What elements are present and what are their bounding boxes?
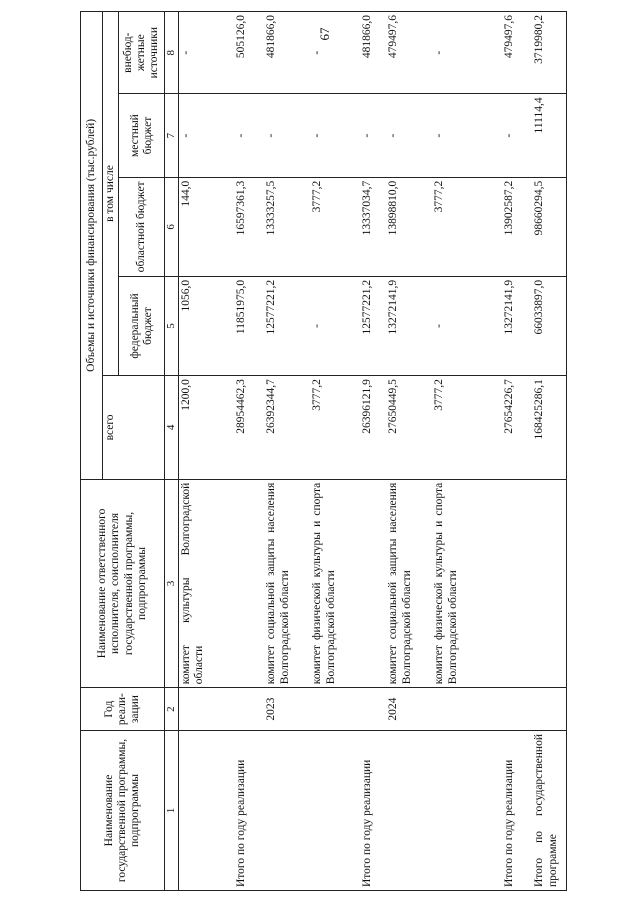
row-year	[502, 688, 532, 731]
header-in-that-number: в том числе	[103, 12, 119, 376]
column-number: 8	[165, 12, 179, 94]
header-total: всего	[103, 376, 165, 480]
column-number-row	[165, 12, 179, 891]
row-local: -	[178, 94, 234, 177]
table-row	[310, 12, 360, 891]
row-regional: 98660294,5	[532, 177, 566, 276]
column-number: 4	[165, 376, 179, 480]
row-regional: 13337034,7	[360, 177, 386, 276]
row-regional: 16597361,3	[234, 177, 264, 276]
row-executor: комитет культуры Волгоградской области	[178, 479, 234, 687]
row-local: -	[234, 94, 264, 177]
row-extra: 481866,0	[264, 12, 310, 94]
row-extra: 479497,6	[386, 12, 432, 94]
row-year	[234, 688, 264, 731]
table-row	[432, 12, 502, 891]
header-year: Год реали-зации	[81, 688, 165, 731]
header-funding-group: Объемы и источники финансирования (тыс.рублей)	[81, 12, 103, 480]
row-extra: -	[310, 12, 360, 94]
header-local: местный бюджет	[119, 94, 165, 177]
row-total: 3777,2	[432, 376, 502, 480]
column-number: 3	[165, 479, 179, 687]
row-regional: 144,0	[178, 177, 234, 276]
table-row	[360, 12, 386, 891]
row-executor: комитет физической культуры и спорта Волгоградской области	[432, 479, 502, 687]
row-total: 168425286,1	[532, 376, 566, 480]
row-name	[178, 731, 234, 891]
row-local: -	[502, 94, 532, 177]
header-federal: федеральный бюджет	[119, 276, 165, 375]
row-year	[432, 688, 502, 731]
row-name	[386, 731, 432, 891]
column-number: 2	[165, 688, 179, 731]
row-name	[310, 731, 360, 891]
page-number: 67	[317, 27, 332, 41]
row-executor: комитет физической культуры и спорта Волгоградской области	[310, 479, 360, 687]
table-row	[532, 12, 566, 891]
funding-table	[80, 11, 567, 891]
row-total: 26392344,7	[264, 376, 310, 480]
row-executor	[502, 479, 532, 687]
row-extra: -	[432, 12, 502, 94]
row-year	[178, 688, 234, 731]
row-total: 28954462,3	[234, 376, 264, 480]
row-name	[432, 731, 502, 891]
row-extra: 479497,6	[502, 12, 532, 94]
row-regional: 3777,2	[310, 177, 360, 276]
row-year	[310, 688, 360, 731]
header-executor: Наименование ответственного исполнителя, соисполнителя государственной программы, подпрограммы	[81, 479, 165, 687]
column-number: 7	[165, 94, 179, 177]
row-local: -	[432, 94, 502, 177]
row-extra: 3719980,2	[532, 12, 566, 94]
table-row	[178, 12, 234, 891]
row-regional: 3777,2	[432, 177, 502, 276]
row-year: 2024	[386, 688, 432, 731]
row-federal: 13272141,9	[386, 276, 432, 375]
row-year	[360, 688, 386, 731]
row-executor	[234, 479, 264, 687]
header-extrabudget: внебюд-жетные источники	[119, 12, 165, 94]
row-federal: 12577221,2	[264, 276, 310, 375]
row-federal: 12577221,2	[360, 276, 386, 375]
table-row	[264, 12, 310, 891]
row-federal: 1056,0	[178, 276, 234, 375]
column-number: 1	[165, 731, 179, 891]
row-extra: -	[178, 12, 234, 94]
row-name	[264, 731, 310, 891]
row-total: 1200,0	[178, 376, 234, 480]
table-row	[502, 12, 532, 891]
table-row	[386, 12, 432, 891]
row-name: Итого по году реализации	[234, 731, 264, 891]
row-local: -	[310, 94, 360, 177]
row-total: 3777,2	[310, 376, 360, 480]
row-local: -	[264, 94, 310, 177]
row-executor: комитет социальной защиты населения Волгоградской области	[264, 479, 310, 687]
row-year: 2023	[264, 688, 310, 731]
row-regional: 13898810,0	[386, 177, 432, 276]
row-executor	[360, 479, 386, 687]
column-number: 6	[165, 177, 179, 276]
row-total: 26396121,9	[360, 376, 386, 480]
row-extra: 481866,0	[360, 12, 386, 94]
row-federal: 66033897,0	[532, 276, 566, 375]
row-regional: 13902587,2	[502, 177, 532, 276]
row-total: 27650449,5	[386, 376, 432, 480]
header-regional: областной бюджет	[119, 177, 165, 276]
row-local: 11114,4	[532, 94, 566, 177]
row-executor: комитет социальной защиты населения Волгоградской области	[386, 479, 432, 687]
row-local: -	[386, 94, 432, 177]
row-federal: 11851975,0	[234, 276, 264, 375]
row-year	[532, 688, 566, 731]
row-federal: -	[432, 276, 502, 375]
row-federal: 13272141,9	[502, 276, 532, 375]
row-name: Итого по государственной программе	[532, 731, 566, 891]
column-number: 5	[165, 276, 179, 375]
header-program-name: Наименование государственной программы, подпрограммы	[81, 731, 165, 891]
row-executor	[532, 479, 566, 687]
row-total: 27654226,7	[502, 376, 532, 480]
row-local: -	[360, 94, 386, 177]
row-name: Итого по году реализации	[360, 731, 386, 891]
row-federal: -	[310, 276, 360, 375]
row-regional: 13333257,5	[264, 177, 310, 276]
row-name: Итого по году реализации	[502, 731, 532, 891]
table-row	[234, 12, 264, 891]
row-extra: 505126,0	[234, 12, 264, 94]
